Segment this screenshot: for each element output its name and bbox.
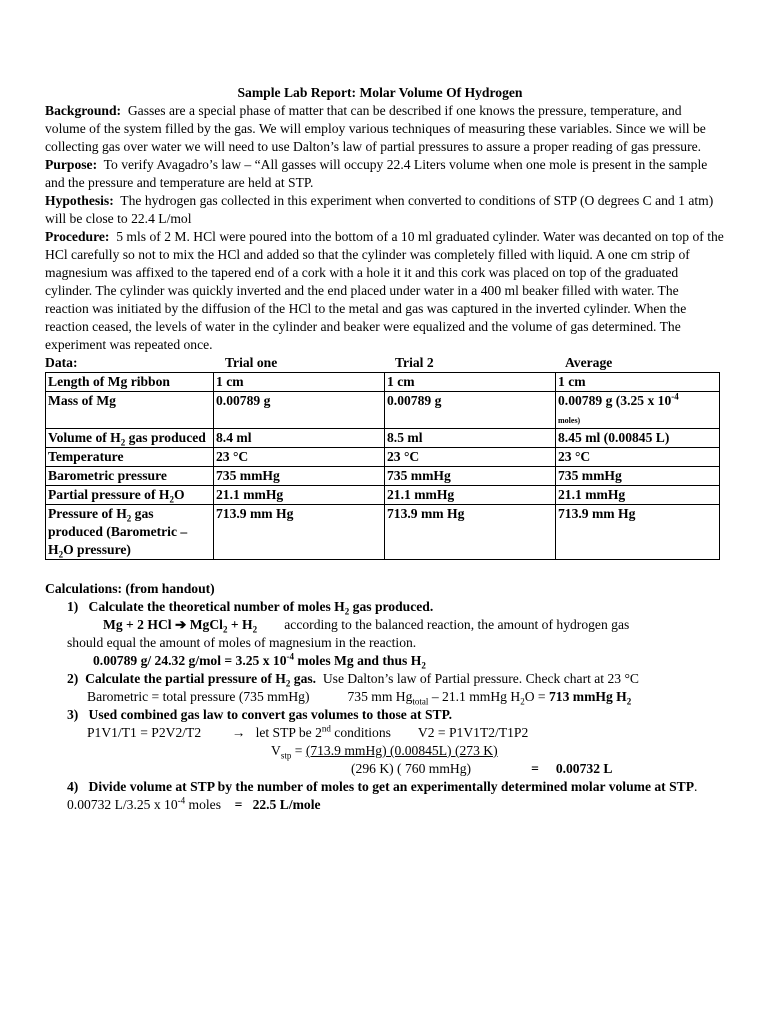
purpose-section	[45, 156, 725, 192]
lab-report-page	[45, 84, 725, 814]
cell-temperature-avg: 23 °C	[556, 448, 720, 467]
background-section	[45, 102, 725, 156]
cell-partial-t2: 21.1 mmHg	[385, 486, 556, 505]
data-table	[45, 372, 720, 560]
purpose-text: To verify Avagadro’s law – “All gasses will occupy 22.4 Liters volume when one mole is present in the sample and the pressure and temperature are held at STP.	[45, 157, 708, 190]
cell-length-t1: 1 cm	[214, 373, 385, 392]
data-header-label: Data:	[45, 355, 78, 370]
row-label-length: Length of Mg ribbon	[46, 373, 214, 392]
procedure-section	[45, 228, 725, 354]
cell-pressure-avg: 713.9 mm Hg	[556, 505, 720, 560]
reaction-arrow-icon: ➔	[174, 617, 187, 632]
step-2-title: 2) Calculate the partial pressure of $H_2$ gas. Use Dalton’s law of Partial pressure. Check chart at 23 °C	[67, 671, 639, 689]
cell-pressure-t1: 713.9 mm Hg	[214, 505, 385, 560]
row-label-volume: Volume of $H_2$ gas produced	[46, 429, 214, 448]
procedure-label: Procedure:	[45, 229, 110, 244]
step-3-title: 3) Used combined gas law to convert gas volumes to those at STP.	[67, 707, 453, 722]
cell-temperature-t2: 23 °C	[385, 448, 556, 467]
cell-partial-t1: 21.1 mmHg	[214, 486, 385, 505]
hypothesis-section	[45, 192, 725, 228]
cell-volume-t1: 8.4 ml	[214, 429, 385, 448]
cell-temperature-t1: 23 °C	[214, 448, 385, 467]
purpose-label: Purpose:	[45, 157, 98, 172]
table-row	[46, 467, 720, 486]
row-label-barometric: Barometric pressure	[46, 467, 214, 486]
table-row	[46, 486, 720, 505]
table-row	[46, 505, 720, 560]
table-row	[46, 373, 720, 392]
table-row	[46, 429, 720, 448]
mass-avg-main: 0.00789 g (3.25 x 10	[558, 393, 672, 408]
cell-barometric-t1: 735 mmHg	[214, 467, 385, 486]
cell-length-avg: 1 cm	[556, 373, 720, 392]
cell-barometric-avg: 735 mmHg	[556, 467, 720, 486]
step-4-title: 4) Divide volume at STP by the number of moles to get an experimentally determined molar volume at STP. 0.00732 L/3.25 x $10^{-4}$ moles = 22.5 L/mole	[67, 779, 698, 812]
cell-mass-t2: 0.00789 g	[385, 392, 556, 429]
row-label-mass: Mass of Mg	[46, 392, 214, 429]
step-3-vstp: $V_{stp} = (713.9$ mmHg) (0.00845L) (273 K)	[271, 743, 498, 761]
cell-length-t2: 1 cm	[385, 373, 556, 392]
data-header-row	[45, 354, 725, 372]
step-1-line2: should equal the amount of moles of magnesium in the reaction.	[67, 635, 417, 650]
step-3-denominator: (296 K) ( 760 mmHg) = 0.00732 L	[351, 761, 613, 776]
step-3-law: P1V1/T1 = P2V2/T2 → let STP be 2nd conditions V2 = P1V1T2/T1P2	[87, 723, 529, 740]
cell-volume-t2: 8.5 ml	[385, 429, 556, 448]
step-2-line2: Barometric = total pressure (735 mmHg) 735 mm $Hg_{total} - 21.1$ mmHg $H_2O = 713$ mmHg $H_2$	[87, 689, 632, 707]
cell-barometric-t2: 735 mmHg	[385, 467, 556, 486]
step-1-title: 1) Calculate the theoretical number of moles $H_2$ gas produced.	[67, 599, 434, 617]
hypothesis-text: The hydrogen gas collected in this experiment when converted to conditions of STP (O degrees C and 1 atm) will be close to 22.4 L/mol	[45, 193, 714, 226]
data-header-trial-one: Trial one	[225, 355, 278, 370]
table-row	[46, 448, 720, 467]
hypothesis-label: Hypothesis:	[45, 193, 114, 208]
right-arrow-icon: →	[231, 725, 246, 740]
step-1-result: 0.00789 g/ 24.32 g/mol = 3.25 x $10^{-4}$ moles Mg and thus $H_2$	[93, 651, 426, 671]
step-1-equation: Mg + 2 HCl ➔ MgCl$_2$ + $H_2$ according to the balanced reaction, the amount of hydrogen gas	[103, 617, 630, 635]
cell-mass-avg	[556, 392, 720, 429]
row-label-pressure: Pressure of $H_2$ gas produced (Barometric – $H_2O$ pressure)	[46, 505, 214, 560]
row-label-partial: Partial pressure of $H_2O$	[46, 486, 214, 505]
cell-volume-avg: 8.45 ml (0.00845 L)	[556, 429, 720, 448]
background-label: Background:	[45, 103, 122, 118]
report-title: Sample Lab Report: Molar Volume Of Hydrogen	[237, 85, 523, 100]
cell-pressure-t2: 713.9 mm Hg	[385, 505, 556, 560]
cell-partial-avg: 21.1 mmHg	[556, 486, 720, 505]
mass-avg-moles: moles)	[558, 416, 581, 425]
background-text: Gasses are a special phase of matter that can be described if one knows the pressure, temperature, and volume of the system filled by the gas. We will employ various techniques of measuring these variables. Since we will be collecting gas over water we will need to use Dalton’s law of partial pressures to assure a proper reading of gas pressure.	[45, 103, 706, 154]
cell-mass-t1: 0.00789 g	[214, 392, 385, 429]
data-header-trial-two: Trial 2	[395, 355, 434, 370]
procedure-text: 5 mls of 2 M. HCl were poured into the bottom of a 10 ml graduated cylinder. Water was decanted on top of the HCl carefully so not to mix the HCl and added so that the cylinder was completely filled with liquid. A one cm strip of magnesium was affixed to the tapered end of a cork with a hole it it and this cork was placed on top of the graduated cylinder. The cylinder was quickly inverted and the end placed under water in a 400 ml beaker filled with water. The reaction was initiated by the diffusion of the HCl to the metal and gas was captured in the inverted cylinder. When the reaction ceased, the levels of water in the cylinder and beaker were equalized and the volume of gas determined. The experiment was repeated once.	[45, 229, 724, 352]
table-row	[46, 392, 720, 429]
data-header-average: Average	[565, 355, 613, 370]
calculations-section	[45, 580, 725, 814]
calculations-heading: Calculations: (from handout)	[45, 581, 215, 596]
row-label-temperature: Temperature	[46, 448, 214, 467]
mass-avg-exponent: -4	[671, 391, 679, 402]
vstp-numerator: (713.9 mmHg) (0.00845L) (273 K)	[305, 743, 498, 758]
